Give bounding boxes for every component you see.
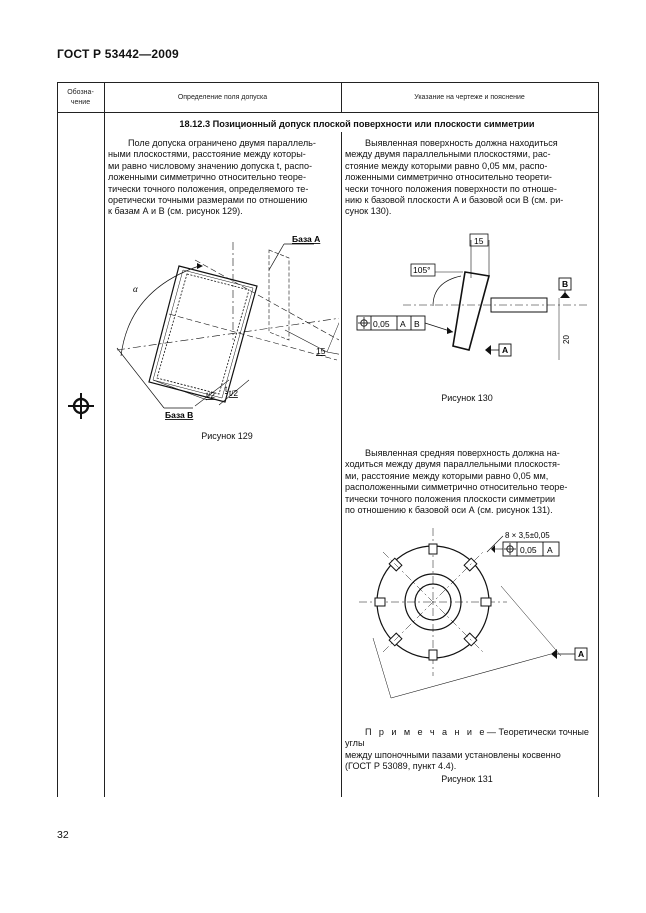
figure-129-drawing — [109, 230, 339, 420]
position-tolerance-icon — [67, 392, 95, 420]
figure-131-caption: Рисунок 131 — [441, 774, 493, 784]
note-line: — Теоретически точные углы — [345, 727, 589, 749]
column-header-indication: Указание на чертеже и пояснение — [414, 94, 525, 101]
dimension-15-label: 15 — [316, 346, 326, 356]
paragraph-line: тически точного положения плоскости симметрии — [345, 493, 556, 504]
paragraph-line: Выявленная средняя поверхность должна на- — [365, 448, 560, 458]
figure-131-note — [345, 727, 589, 773]
paragraph-line: ложенными симметрично относительно теоре- — [108, 172, 306, 183]
document-header: ГОСТ Р 53442—2009 — [57, 47, 179, 61]
angle-alpha-label: α — [133, 284, 138, 294]
figure-130-drawing — [353, 232, 589, 362]
datum-box-b: B — [562, 279, 569, 289]
datum-box-a: A — [502, 345, 509, 355]
paragraph-line: ми, расстояние между которыми равно 0,05 мм, — [345, 470, 549, 481]
note-prefix: П р и м е ч а н и е — [365, 727, 487, 737]
slot-dimension-label: 8 × 3,5±0,05 — [505, 531, 550, 540]
table-column-divider-2 — [341, 132, 342, 797]
left-definition-paragraph — [108, 138, 334, 218]
table-header-divider — [57, 112, 599, 113]
tolerance-value: 0,05 — [373, 319, 390, 329]
t-half-label-2: t/2 — [229, 389, 238, 398]
paragraph-line: между двумя параллельными плоскостями, рас- — [345, 149, 551, 160]
paragraph-line: ными плоскостями, расстояние между которы- — [108, 149, 306, 160]
datum-box-a: A — [578, 649, 585, 659]
paragraph-line: чески точного положения поверхности по отноше- — [345, 183, 557, 194]
datum-ref-a: A — [400, 319, 406, 329]
t-label: t — [225, 385, 228, 394]
section-title: 18.12.3 Позиционный допуск плоской поверхности или плоскости симметрии — [179, 119, 535, 129]
note-line: (ГОСТ Р 53089, пункт 4.4). — [345, 761, 457, 772]
note-line: между шпоночными пазами установлены косвенно — [345, 749, 561, 760]
side-dimension-label: 20 — [562, 335, 571, 344]
figure-131-drawing — [351, 528, 591, 708]
table-border-right — [598, 82, 599, 797]
column-header-definition: Определение поля допуска — [177, 94, 268, 101]
paragraph-line: тически точного положения, определяемого те- — [108, 183, 309, 194]
base-b-label: База В — [165, 410, 194, 420]
paragraph-line: сунок 130). — [345, 206, 392, 217]
paragraph-line: Поле допуска ограничено двумя параллель- — [128, 138, 316, 148]
paragraph-line: Выявленная поверхность должна находиться — [365, 138, 558, 148]
datum-ref-a: A — [547, 545, 553, 555]
paragraph-line: оретически точными размерами по отношению — [108, 195, 308, 206]
table-border-top — [57, 82, 599, 83]
paragraph-line: стояние между которыми равно 0,05 мм, распо- — [345, 160, 548, 171]
specification-table — [57, 82, 598, 797]
datum-ref-b: B — [414, 319, 420, 329]
t-half-label-1: t/2 — [206, 391, 215, 400]
paragraph-line: по отношению к базовой оси А (см. рисунок 131). — [345, 505, 553, 516]
base-a-label: База А — [292, 234, 321, 244]
table-border-left — [57, 82, 58, 797]
angle-105-label: 105° — [413, 265, 431, 275]
paragraph-line: ходиться между двумя параллельными плоскостя- — [345, 459, 561, 470]
paragraph-line: ми равно числовому значению допуска t, распо- — [108, 160, 313, 171]
right-paragraph-1 — [345, 138, 589, 218]
paragraph-line: расположенными симметрично относительно теоре- — [345, 482, 568, 493]
paragraph-line: ложенными симметрично относительно теорети- — [345, 172, 552, 183]
column-header-designation: Обозна- чение — [67, 89, 94, 106]
tolerance-value: 0,05 — [520, 545, 537, 555]
right-paragraph-2 — [345, 448, 589, 516]
dimension-15-label: 15 — [474, 236, 484, 246]
paragraph-line: нию к базовой плоскости А и базовой оси В (см. ри- — [345, 195, 564, 206]
paragraph-line: к базам А и В (см. рисунок 129). — [108, 206, 243, 217]
figure-130-caption: Рисунок 130 — [441, 393, 493, 403]
figure-129-caption: Рисунок 129 — [201, 431, 253, 441]
page-number: 32 — [57, 829, 69, 841]
table-column-divider-1 — [104, 82, 105, 797]
